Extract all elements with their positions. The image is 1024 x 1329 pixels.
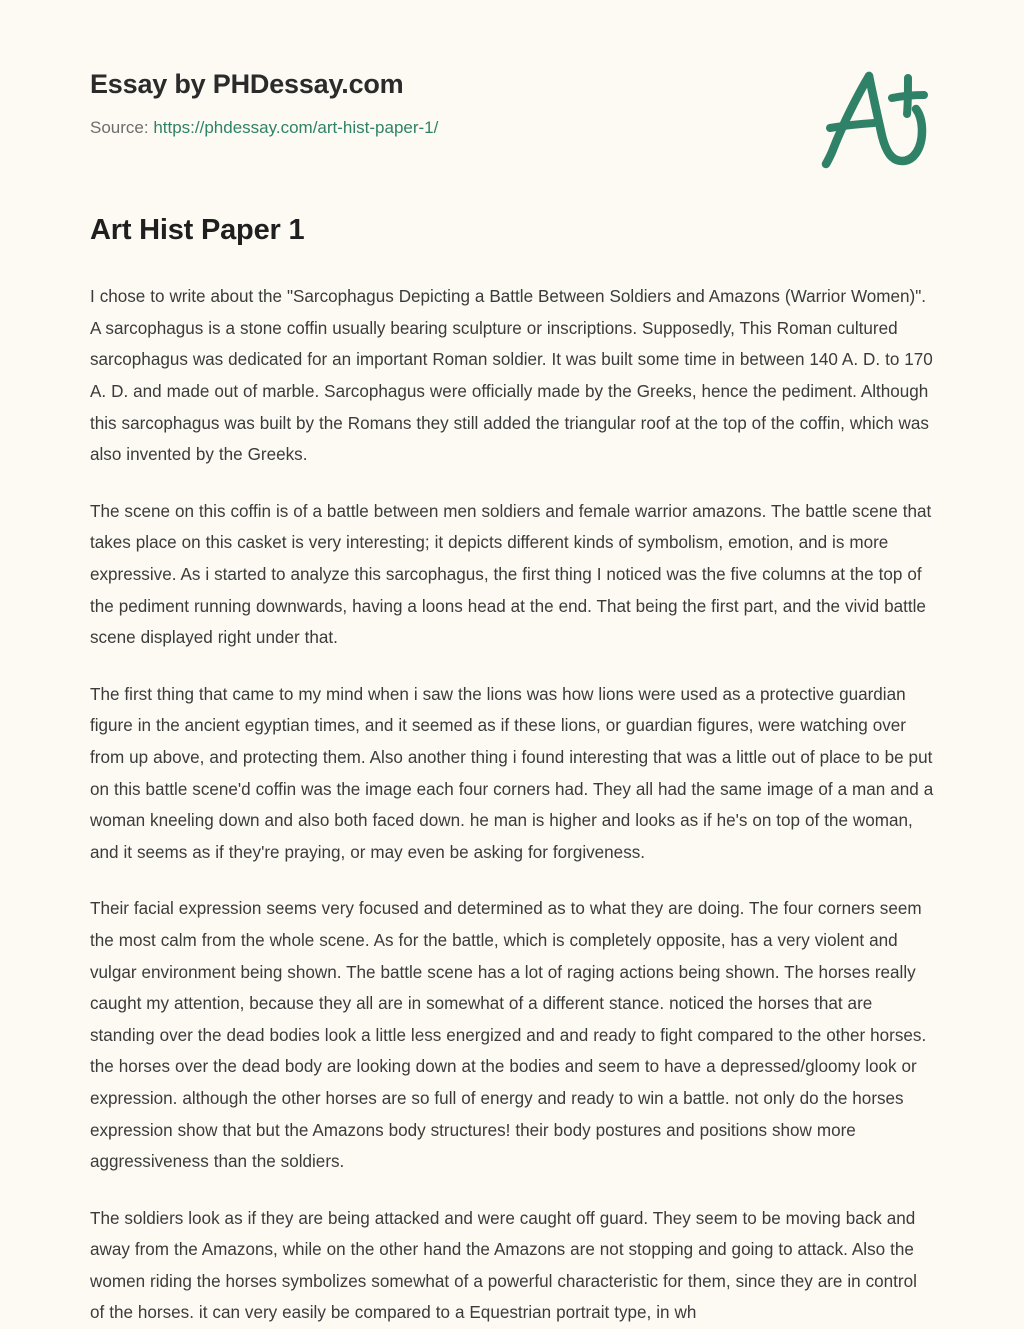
- source-label: Source:: [90, 118, 149, 138]
- essay-paragraph: The first thing that came to my mind when i saw the lions was how lions were used as a protective guardian figure in the ancient egyptian times, and it seemed as if these lions, or guardian figures, were watching over from up above, and protecting them. Also another thing i found interesting that was a little out of place to be put on this battle scene'd coffin was the image each four corners had. They all had the same image of a man and a woman kneeling down and also both faced down. he man is higher and looks as if he's on top of the woman, and it seems as if they're praying, or may even be asking for forgiveness.: [90, 684, 934, 862]
- page-title: Art Hist Paper 1: [90, 214, 305, 246]
- a-plus-logo[interactable]: [812, 66, 938, 170]
- essay-paragraph: The soldiers look as if they are being attacked and were caught off guard. They seem to be moving back and away from the Amazons, while on the other hand the Amazons are not stopping and going to attack. Also the women riding the horses symbolizes somewhat of a powerful characteristic for them, since they are in control of the horses. it can very easily be compared to a Equestrian portrait type, in wh: [90, 1208, 917, 1323]
- page-header: [0, 0, 1024, 190]
- essay-body: [90, 281, 935, 1329]
- article: [90, 212, 935, 1329]
- brand-title: Essay by PHDessay.com: [90, 69, 404, 99]
- brand-block: [90, 68, 710, 139]
- a-plus-logo-icon: [812, 66, 938, 170]
- source-line: [90, 117, 710, 139]
- essay-paragraph: Their facial expression seems very focused and determined as to what they are doing. The four corners seem the most calm from the whole scene. As for the battle, which is completely opposite, has a very violent and vulgar environment being shown. The battle scene has a lot of raging actions being shown. The horses really caught my attention, because they all are in somewhat of a different stance. noticed the horses that are standing over the dead bodies look a little less energized and and ready to fight compared to the other horses. the horses over the dead body are looking down at the bodies and seem to have a depressed/gloomy look or expression. although the other horses are so full of energy and ready to win a battle. not only do the horses expression show that but the Amazons body structures! their body postures and positions show more aggressiveness than the soldiers.: [90, 899, 927, 1172]
- essay-paragraph: The scene on this coffin is of a battle between men soldiers and female warrior amazons. The battle scene that takes place on this casket is very interesting; it depicts different kinds of symbolism, emotion, and is more expressive. As i started to analyze this sarcophagus, the first thing I noticed was the five columns at the top of the pediment running downwards, having a loons head at the end. That being the first part, and the vivid battle scene displayed right under that.: [90, 501, 932, 648]
- source-url-link[interactable]: https://phdessay.com/art-hist-paper-1/: [153, 118, 439, 138]
- essay-paragraph: I chose to write about the "Sarcophagus Depicting a Battle Between Soldiers and Amazons (Warrior Women)". A sarcophagus is a stone coffin usually bearing sculpture or inscriptions. Supposedly, This Roman cultured sarcophagus was dedicated for an important Roman soldier. It was built some time in between 140 A. D. to 170 A. D. and made out of marble. Sarcophagus were officially made by the Greeks, hence the pediment. Although this sarcophagus was built by the Romans they still added the triangular roof at the top of the coffin, which was also invented by the Greeks.: [90, 287, 933, 465]
